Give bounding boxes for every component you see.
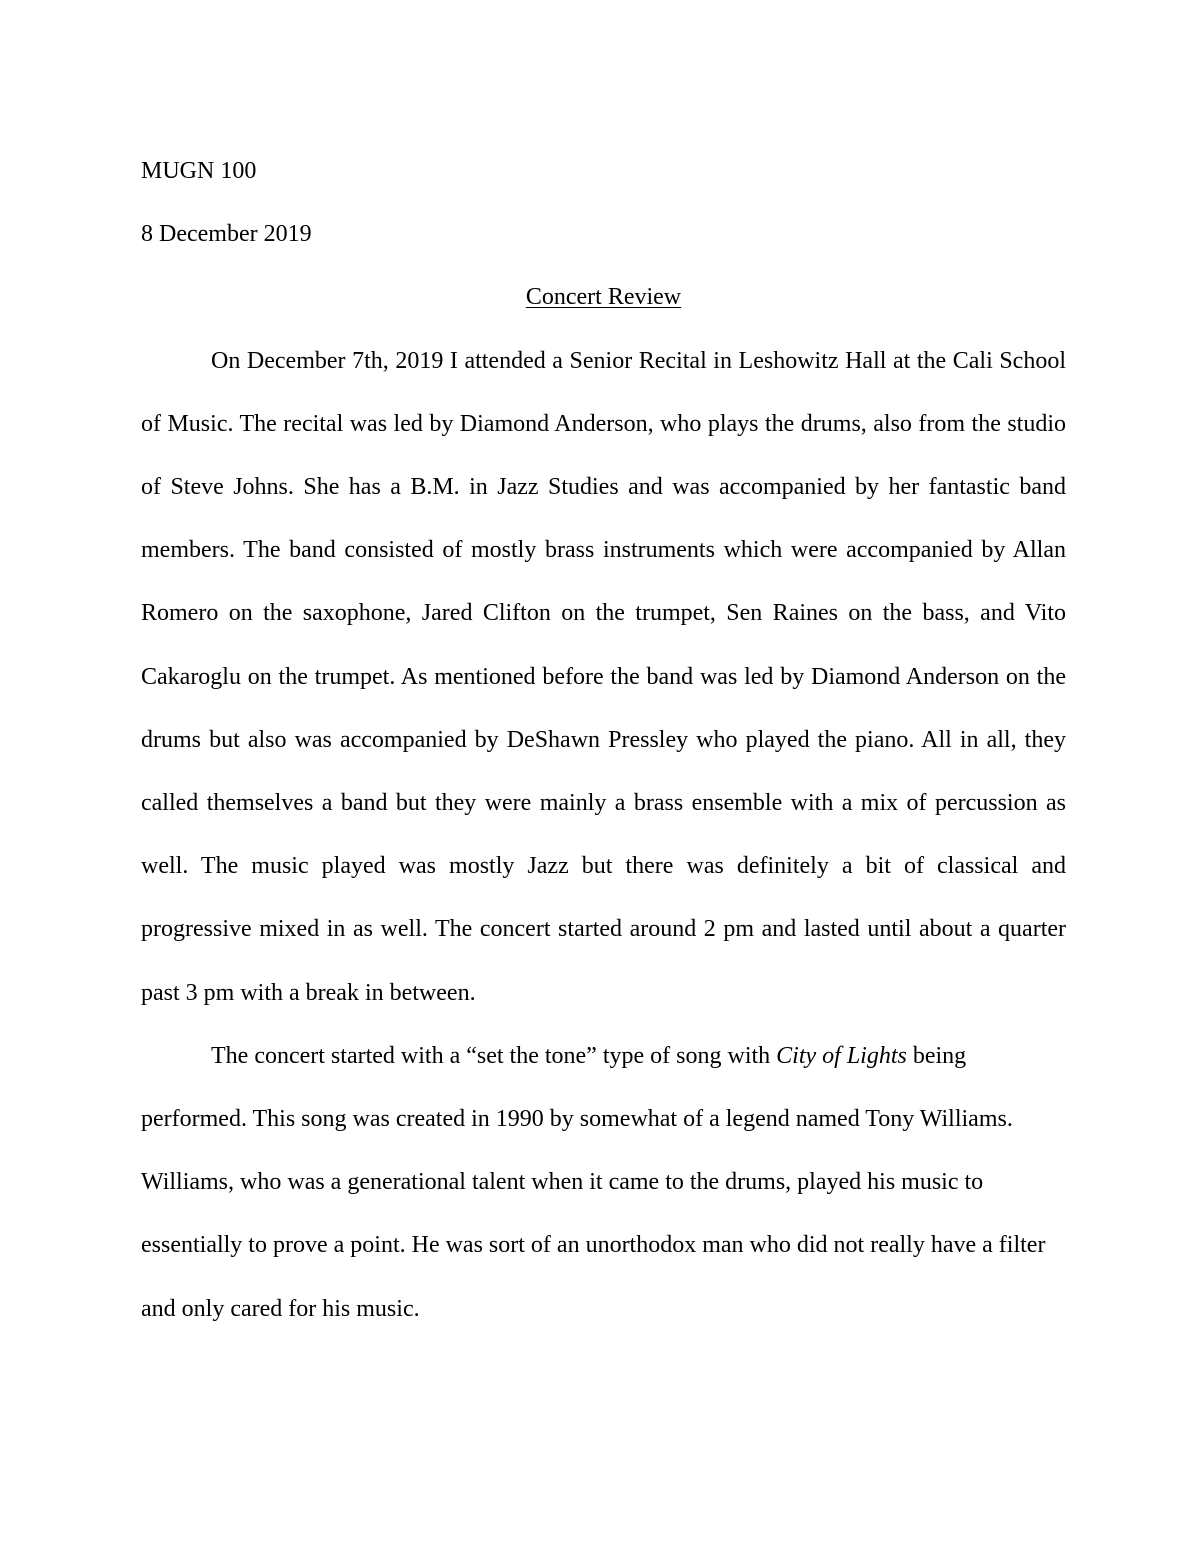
- paragraph-2-text-start: The concert started with a “set the tone” type of song with: [211, 1042, 777, 1069]
- paragraph-2: [141, 1025, 1066, 1341]
- paragraph-2-text-end: being performed. This song was created in 1990 by somewhat of a legend named Tony Williams. Williams, who was a generational talent when it came to the drums, played his music to essentially to prove a point. He was sort of an unorthodox man who did not really have a filter and only cared for his music.: [141, 1042, 1046, 1322]
- document-date: 8 December 2019: [141, 221, 312, 248]
- paragraph-1: On December 7th, 2019 I attended a Senior Recital in Leshowitz Hall at the Cali School of Music. The recital was led by Diamond Anderson, who plays the drums, also from the studio of Steve Johns. She has a B.M. in Jazz Studies and was accompanied by her fantastic band members. The band consisted of mostly brass instruments which were accompanied by Allan Romero on the saxophone, Jared Clifton on the trumpet, Sen Raines on the bass, and Vito Cakaroglu on the trumpet. As mentioned before the band was led by Diamond Anderson on the drums but also was accompanied by DeShawn Pressley who played the piano. All in all, they called themselves a band but they were mainly a brass ensemble with a mix of percussion as well. The music played was mostly Jazz but there was definitely a bit of classical and progressive mixed in as well. The concert started around 2 pm and lasted until about a quarter past 3 pm with a break in between.: [141, 347, 1066, 1006]
- document-body: [141, 140, 1066, 1341]
- course-name: MUGN 100: [141, 158, 257, 184]
- document-title: Concert Review: [525, 284, 682, 311]
- song-title: City of Lights: [776, 1042, 907, 1069]
